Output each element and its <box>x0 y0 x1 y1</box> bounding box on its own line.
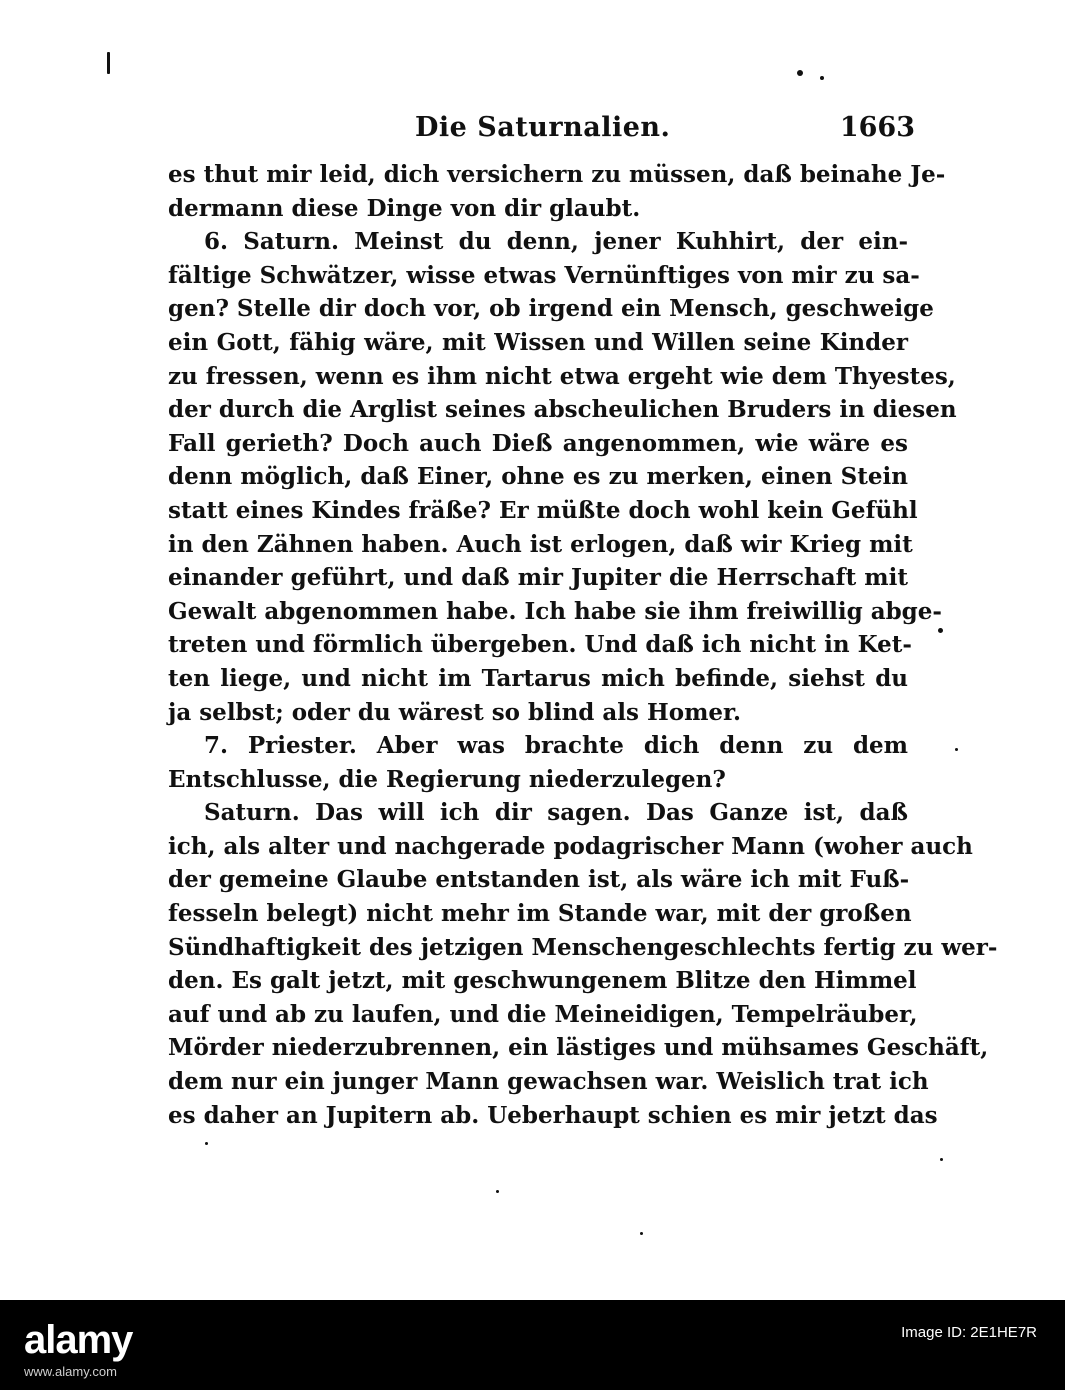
text-line: treten und förmlich übergeben. Und daß ich nicht in Ket- <box>168 631 912 659</box>
scan-speck <box>205 1142 208 1145</box>
text-line: gen? Stelle dir doch vor, ob irgend ein Mensch, geschweige <box>168 295 934 323</box>
scan-speck <box>940 1158 943 1161</box>
scan-speck <box>640 1232 643 1235</box>
text-line: es daher an Jupitern ab. Ueberhaupt schien es mir jetzt das <box>168 1101 938 1129</box>
text-line: es thut mir leid, dich versichern zu müssen, daß beinahe Je- <box>168 161 946 188</box>
text-line: Sündhaftigkeit des jetzigen Menschengeschlechts fertig zu wer- <box>168 933 998 961</box>
watermark-logo: alamy <box>24 1318 133 1362</box>
watermark-image-id: Image ID: 2E1HE7R <box>901 1324 1037 1341</box>
scan-speck <box>820 76 824 80</box>
text-line: dem nur ein junger Mann gewachsen war. Weislich trat ich <box>168 1068 929 1096</box>
scan-speck <box>797 70 803 76</box>
text-line: statt eines Kindes fräße? Er müßte doch wohl kein Gefühl <box>168 496 918 524</box>
text-line: zu fressen, wenn es ihm nicht etwa ergeht wie dem Thyestes, <box>168 362 956 390</box>
page-number: 1663 <box>839 112 915 143</box>
text-line: ja selbst; oder du wärest so blind als Homer. <box>168 698 742 726</box>
text-line: ten liege, und nicht im Tartarus mich befinde, siehst du <box>168 664 908 692</box>
watermark-band <box>0 1300 1065 1390</box>
text-line: einander geführt, und daß mir Jupiter die Herrschaft mit <box>168 564 908 592</box>
scan-speck <box>496 1190 499 1193</box>
text-line: Mörder niederzubrennen, ein lästiges und mühsames Geschäft, <box>168 1034 989 1062</box>
text-line: Saturn. Das will ich dir sagen. Das Ganze ist, daß <box>204 799 908 827</box>
scan-speck <box>955 748 958 751</box>
text-line: den. Es galt jetzt, mit geschwungenem Blitze den Himmel <box>168 967 917 995</box>
watermark-caption: www.alamy.com <box>24 1364 117 1379</box>
text-line: ich, als alter und nachgerade podagrischer Mann (woher auch <box>168 832 973 860</box>
text-line: auf und ab zu laufen, und die Meineidigen, Tempelräuber, <box>168 1000 918 1028</box>
scan-speck <box>107 52 110 74</box>
text-line: der durch die Arglist seines abscheulichen Bruders in diesen <box>168 396 957 424</box>
text-line: fältige Schwätzer, wisse etwas Vernünftiges von mir zu sa- <box>168 261 920 289</box>
text-line: fesseln belegt) nicht mehr im Stande war, mit der großen <box>168 900 912 928</box>
text-line: 6. Saturn. Meinst du denn, jener Kuhhirt, der ein- <box>204 228 908 256</box>
text-line: 7. Priester. Aber was brachte dich denn zu dem <box>204 732 908 760</box>
page-header <box>415 112 915 152</box>
body-text <box>168 158 998 1132</box>
text-line: in den Zähnen haben. Auch ist erlogen, daß wir Krieg mit <box>168 530 913 558</box>
text-line: denn möglich, daß Einer, ohne es zu merken, einen Stein <box>168 463 908 491</box>
text-line: ein Gott, fähig wäre, mit Wissen und Willen seine Kinder <box>168 328 908 356</box>
text-line: Entschlusse, die Regierung niederzulegen? <box>168 765 726 793</box>
running-title: Die Saturnalien. <box>415 112 671 143</box>
scan-speck <box>938 628 943 633</box>
text-line: dermann diese Dinge von dir glaubt. <box>168 194 641 222</box>
watermark-credit <box>901 1323 1037 1343</box>
text-line: Gewalt abgenommen habe. Ich habe sie ihm freiwillig abge- <box>168 597 942 625</box>
text-line: Fall gerieth? Doch auch Dieß angenommen, wie wäre es <box>168 429 908 457</box>
text-line: der gemeine Glaube entstanden ist, als wäre ich mit Fuß- <box>168 866 910 894</box>
